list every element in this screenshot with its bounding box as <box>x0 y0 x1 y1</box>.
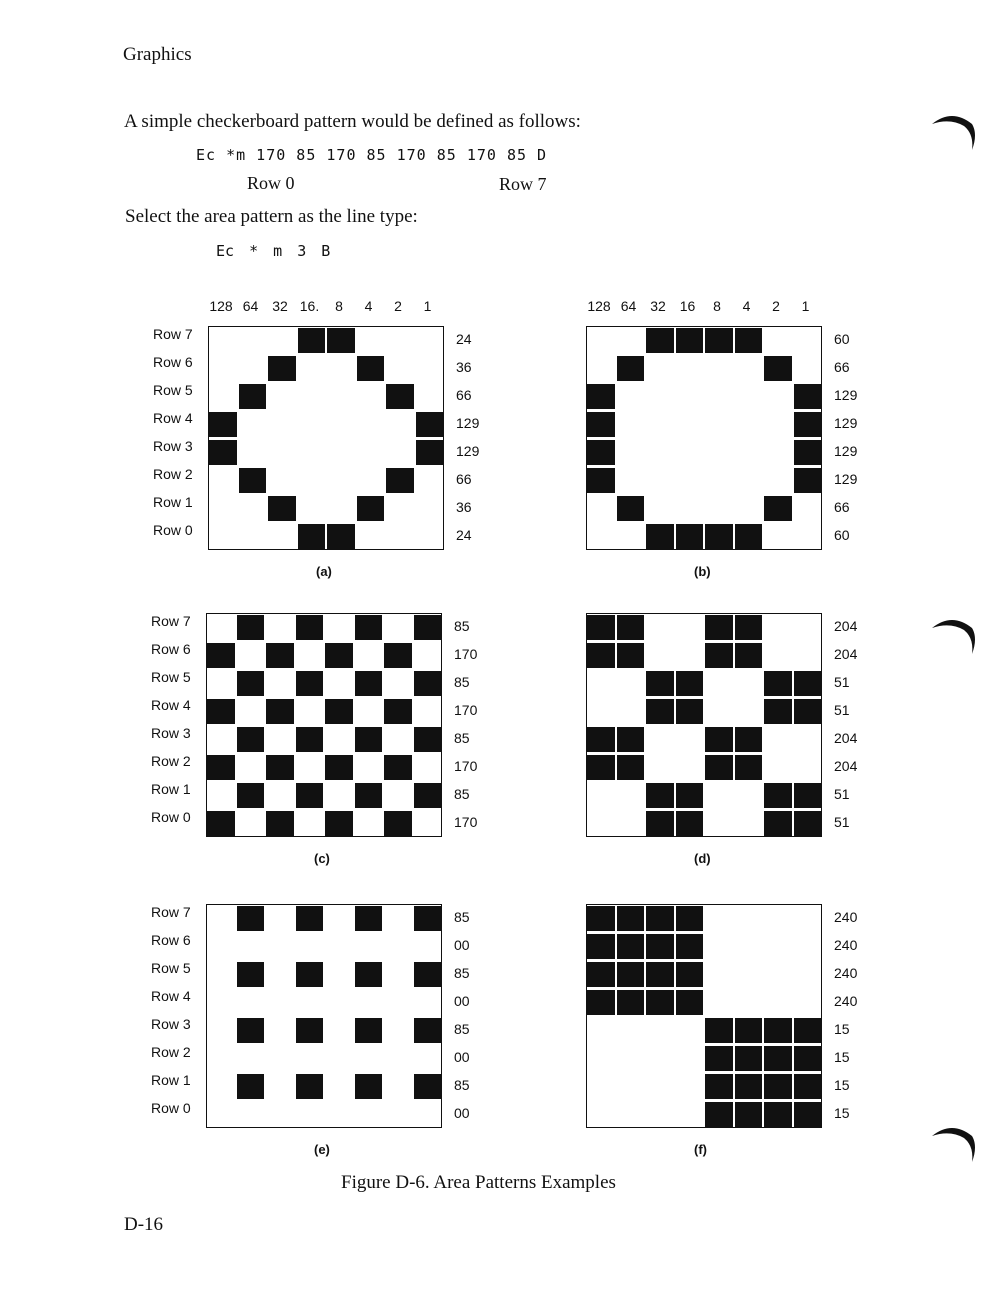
filled-cell <box>325 643 353 668</box>
filled-cell <box>207 755 235 780</box>
row-label: Row 1 <box>151 1072 191 1088</box>
row-label: Row 7 <box>151 613 191 629</box>
row-value: 66 <box>834 499 850 515</box>
filled-cell <box>414 1018 442 1043</box>
bit-label: 4 <box>742 298 751 314</box>
filled-cell <box>237 906 265 931</box>
binder-hole-mark-bottom <box>928 1118 980 1168</box>
bit-label: 2 <box>394 298 402 314</box>
filled-cell <box>617 755 645 780</box>
filled-cell <box>705 643 733 668</box>
panel-caption-c: (c) <box>314 851 330 866</box>
filled-cell <box>735 727 763 752</box>
filled-cell <box>414 1074 442 1099</box>
filled-cell <box>735 755 763 780</box>
row-label: Row 5 <box>153 382 193 398</box>
filled-cell <box>355 1074 383 1099</box>
filled-cell <box>587 643 615 668</box>
row-value: 240 <box>834 937 858 953</box>
filled-cell <box>705 524 733 549</box>
filled-cell <box>325 811 353 836</box>
filled-cell <box>764 783 792 808</box>
filled-cell <box>355 615 383 640</box>
row-value: 36 <box>456 499 472 515</box>
row-value: 15 <box>834 1077 850 1093</box>
row-label: Row 1 <box>153 494 193 510</box>
filled-cell <box>617 962 645 987</box>
row-value: 85 <box>454 674 470 690</box>
filled-cell <box>705 1074 733 1099</box>
filled-cell <box>587 440 615 465</box>
filled-cell <box>414 906 442 931</box>
bit-label: 16 <box>679 298 696 314</box>
filled-cell <box>239 468 267 493</box>
row-value: 00 <box>454 1105 470 1121</box>
panel-caption-f: (f) <box>694 1142 707 1157</box>
filled-cell <box>384 811 412 836</box>
filled-cell <box>325 755 353 780</box>
row-label: Row 0 <box>151 809 191 825</box>
filled-cell <box>735 1102 763 1127</box>
filled-cell <box>764 356 792 381</box>
bit-label: 32 <box>272 298 288 314</box>
filled-cell <box>676 524 704 549</box>
filled-cell <box>587 990 615 1015</box>
filled-cell <box>414 962 442 987</box>
filled-cell <box>327 524 355 549</box>
row-label: Row 5 <box>151 669 191 685</box>
filled-cell <box>587 934 615 959</box>
filled-cell <box>414 671 442 696</box>
filled-cell <box>646 990 674 1015</box>
filled-cell <box>209 440 237 465</box>
filled-cell <box>268 496 296 521</box>
row-value: 85 <box>454 730 470 746</box>
filled-cell <box>416 412 444 437</box>
filled-cell <box>794 811 822 836</box>
row-label: Row 4 <box>151 697 191 713</box>
binder-hole-mark-top <box>928 106 980 156</box>
filled-cell <box>327 328 355 353</box>
row-value: 129 <box>834 443 858 459</box>
filled-cell <box>587 384 615 409</box>
row-label: Row 3 <box>151 1016 191 1032</box>
filled-cell <box>764 1046 792 1071</box>
filled-cell <box>705 1102 733 1127</box>
filled-cell <box>268 356 296 381</box>
row-value: 129 <box>834 415 858 431</box>
bit-label: 32 <box>650 298 666 314</box>
row-value: 240 <box>834 993 858 1009</box>
filled-cell <box>735 1074 763 1099</box>
filled-cell <box>617 356 645 381</box>
filled-cell <box>414 615 442 640</box>
figure-caption: Figure D-6. Area Patterns Examples <box>341 1172 616 1193</box>
filled-cell <box>794 468 822 493</box>
filled-cell <box>414 783 442 808</box>
row-value: 129 <box>834 387 858 403</box>
row-label: Row 3 <box>151 725 191 741</box>
filled-cell <box>764 496 792 521</box>
filled-cell <box>735 328 763 353</box>
filled-cell <box>794 412 822 437</box>
bit-label: 64 <box>242 298 259 314</box>
row-value: 36 <box>456 359 472 375</box>
row-value: 66 <box>456 471 472 487</box>
filled-cell <box>646 906 674 931</box>
bit-label: 8 <box>335 298 343 314</box>
select-text: Select the area pattern as the line type: <box>125 206 418 227</box>
filled-cell <box>794 1102 822 1127</box>
filled-cell <box>794 1074 822 1099</box>
filled-cell <box>646 811 674 836</box>
row-value: 170 <box>454 814 478 830</box>
filled-cell <box>209 412 237 437</box>
filled-cell <box>266 755 294 780</box>
filled-cell <box>237 1074 265 1099</box>
filled-cell <box>794 671 822 696</box>
row-value: 85 <box>454 1021 470 1037</box>
row-value: 60 <box>834 527 850 543</box>
bit-label: 16. <box>299 298 320 314</box>
filled-cell <box>587 755 615 780</box>
filled-cell <box>237 727 265 752</box>
filled-cell <box>646 328 674 353</box>
filled-cell <box>266 643 294 668</box>
filled-cell <box>355 727 383 752</box>
filled-cell <box>794 1046 822 1071</box>
panel-caption-a: (a) <box>316 564 332 579</box>
row-value: 85 <box>454 618 470 634</box>
row-value: 51 <box>834 786 850 802</box>
row-value: 129 <box>456 415 480 431</box>
filled-cell <box>266 811 294 836</box>
bit-label: 1 <box>423 298 432 314</box>
filled-cell <box>587 412 615 437</box>
filled-cell <box>735 524 763 549</box>
filled-cell <box>237 671 265 696</box>
filled-cell <box>735 643 763 668</box>
filled-cell <box>705 1018 733 1043</box>
filled-cell <box>735 615 763 640</box>
intro-text: A simple checkerboard pattern would be defined as follows: <box>124 111 581 132</box>
row-value: 170 <box>454 646 478 662</box>
row-value: 85 <box>454 786 470 802</box>
panel-caption-d: (d) <box>694 851 711 866</box>
filled-cell <box>587 906 615 931</box>
filled-cell <box>237 783 265 808</box>
row-value: 15 <box>834 1049 850 1065</box>
filled-cell <box>764 699 792 724</box>
row-0-label: Row 0 <box>247 173 295 193</box>
filled-cell <box>355 906 383 931</box>
filled-cell <box>587 468 615 493</box>
row-value: 204 <box>834 730 858 746</box>
filled-cell <box>296 783 324 808</box>
filled-cell <box>735 1018 763 1043</box>
filled-cell <box>296 1018 324 1043</box>
filled-cell <box>587 615 615 640</box>
filled-cell <box>764 1074 792 1099</box>
bit-label: 128 <box>209 298 233 314</box>
filled-cell <box>735 1046 763 1071</box>
filled-cell <box>207 811 235 836</box>
filled-cell <box>239 384 267 409</box>
bit-label: 2 <box>772 298 780 314</box>
filled-cell <box>416 440 444 465</box>
filled-cell <box>296 1074 324 1099</box>
row-value: 240 <box>834 965 858 981</box>
binder-hole-mark-middle <box>928 610 980 660</box>
select-code: Ec * m 3 B <box>216 242 331 260</box>
filled-cell <box>676 962 704 987</box>
row-label: Row 5 <box>151 960 191 976</box>
filled-cell <box>676 671 704 696</box>
filled-cell <box>646 962 674 987</box>
row-value: 240 <box>834 909 858 925</box>
filled-cell <box>646 783 674 808</box>
row-value: 60 <box>834 331 850 347</box>
filled-cell <box>384 755 412 780</box>
row-7-label: Row 7 <box>499 174 547 194</box>
filled-cell <box>355 962 383 987</box>
row-label: Row 2 <box>153 466 193 482</box>
pattern-grid-a <box>208 326 444 550</box>
filled-cell <box>617 934 645 959</box>
row-value: 170 <box>454 758 478 774</box>
filled-cell <box>705 755 733 780</box>
filled-cell <box>617 643 645 668</box>
row-value: 66 <box>456 387 472 403</box>
filled-cell <box>414 727 442 752</box>
row-value: 85 <box>454 965 470 981</box>
page-number: D-16 <box>124 1214 164 1235</box>
row-label: Row 6 <box>151 641 191 657</box>
filled-cell <box>325 699 353 724</box>
filled-cell <box>207 643 235 668</box>
filled-cell <box>794 699 822 724</box>
filled-cell <box>266 699 294 724</box>
row-value: 204 <box>834 646 858 662</box>
row-value: 24 <box>456 527 472 543</box>
row-value: 170 <box>454 702 478 718</box>
filled-cell <box>355 783 383 808</box>
filled-cell <box>386 468 414 493</box>
filled-cell <box>386 384 414 409</box>
filled-cell <box>646 524 674 549</box>
row-value: 00 <box>454 1049 470 1065</box>
filled-cell <box>705 727 733 752</box>
row-value: 204 <box>834 618 858 634</box>
bit-label: 1 <box>801 298 810 314</box>
row-label: Row 6 <box>153 354 193 370</box>
row-value: 51 <box>834 674 850 690</box>
row-value: 00 <box>454 993 470 1009</box>
filled-cell <box>646 671 674 696</box>
row-label: Row 2 <box>151 1044 191 1060</box>
filled-cell <box>355 671 383 696</box>
row-label: Row 2 <box>151 753 191 769</box>
filled-cell <box>676 906 704 931</box>
row-value: 129 <box>834 471 858 487</box>
row-value: 00 <box>454 937 470 953</box>
filled-cell <box>237 615 265 640</box>
row-value: 85 <box>454 1077 470 1093</box>
filled-cell <box>237 962 265 987</box>
row-value: 129 <box>456 443 480 459</box>
filled-cell <box>705 328 733 353</box>
row-label: Row 0 <box>151 1100 191 1116</box>
filled-cell <box>357 356 385 381</box>
filled-cell <box>676 328 704 353</box>
filled-cell <box>357 496 385 521</box>
filled-cell <box>617 727 645 752</box>
filled-cell <box>237 1018 265 1043</box>
filled-cell <box>794 1018 822 1043</box>
filled-cell <box>705 615 733 640</box>
filled-cell <box>676 990 704 1015</box>
filled-cell <box>296 671 324 696</box>
filled-cell <box>794 783 822 808</box>
row-label: Row 7 <box>151 904 191 920</box>
row-label: Row 4 <box>151 988 191 1004</box>
filled-cell <box>676 783 704 808</box>
row-value: 85 <box>454 909 470 925</box>
filled-cell <box>617 906 645 931</box>
filled-cell <box>764 1102 792 1127</box>
bit-label: 128 <box>587 298 611 314</box>
filled-cell <box>207 699 235 724</box>
filled-cell <box>296 615 324 640</box>
panel-caption-b: (b) <box>694 564 711 579</box>
filled-cell <box>298 328 326 353</box>
row-label: Row 0 <box>153 522 193 538</box>
page-header: Graphics <box>123 44 192 65</box>
row-label: Row 4 <box>153 410 193 426</box>
filled-cell <box>587 962 615 987</box>
filled-cell <box>296 962 324 987</box>
bit-label: 64 <box>620 298 637 314</box>
filled-cell <box>296 906 324 931</box>
row-value: 66 <box>834 359 850 375</box>
filled-cell <box>676 811 704 836</box>
row-value: 51 <box>834 702 850 718</box>
filled-cell <box>764 1018 792 1043</box>
filled-cell <box>764 671 792 696</box>
filled-cell <box>355 1018 383 1043</box>
row-label: Row 7 <box>153 326 193 342</box>
row-label: Row 1 <box>151 781 191 797</box>
filled-cell <box>617 990 645 1015</box>
filled-cell <box>296 727 324 752</box>
filled-cell <box>794 384 822 409</box>
filled-cell <box>617 496 645 521</box>
filled-cell <box>646 934 674 959</box>
row-value: 15 <box>834 1021 850 1037</box>
filled-cell <box>794 440 822 465</box>
filled-cell <box>764 811 792 836</box>
bit-label: 8 <box>713 298 721 314</box>
filled-cell <box>676 699 704 724</box>
row-label: Row 3 <box>153 438 193 454</box>
row-value: 15 <box>834 1105 850 1121</box>
bit-label: 4 <box>364 298 373 314</box>
filled-cell <box>384 699 412 724</box>
filled-cell <box>587 727 615 752</box>
filled-cell <box>384 643 412 668</box>
filled-cell <box>705 1046 733 1071</box>
filled-cell <box>298 524 326 549</box>
filled-cell <box>646 699 674 724</box>
row-label: Row 6 <box>151 932 191 948</box>
filled-cell <box>676 934 704 959</box>
row-value: 51 <box>834 814 850 830</box>
filled-cell <box>617 615 645 640</box>
checkerboard-code: Ec *m 170 85 170 85 170 85 170 85 D <box>196 146 548 164</box>
panel-caption-e: (e) <box>314 1142 330 1157</box>
row-value: 24 <box>456 331 472 347</box>
row-value: 204 <box>834 758 858 774</box>
